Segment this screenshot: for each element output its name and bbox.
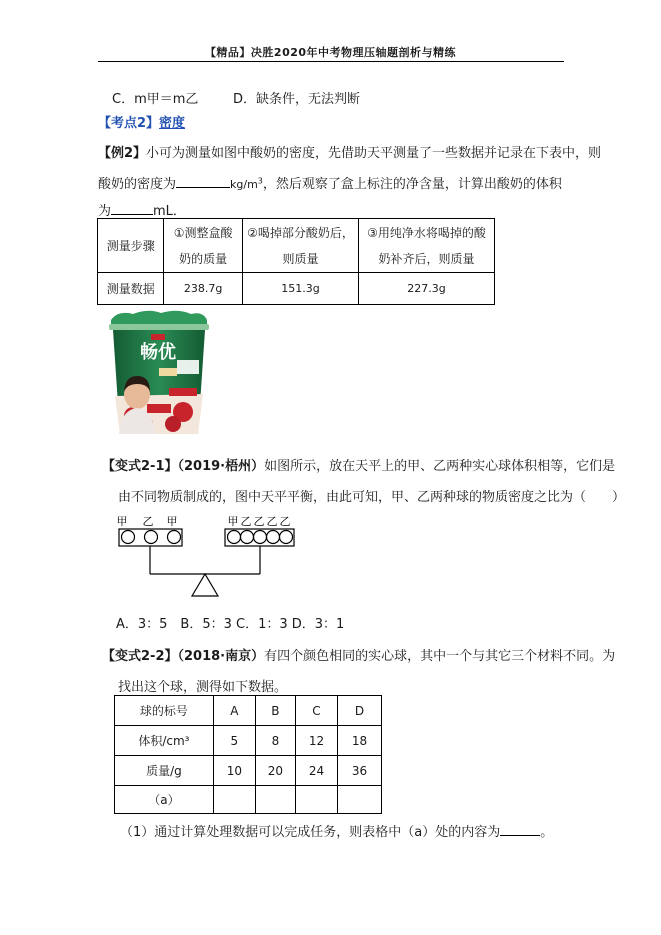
right-ball-3 <box>254 531 267 544</box>
balance-diagram <box>115 510 305 600</box>
right-ball-5 <box>280 531 293 544</box>
variant-2-1-label: 【变式2-1】 <box>102 459 178 474</box>
table1-row-label: 测量数据 <box>98 273 164 305</box>
table2-cell-empty[interactable] <box>213 786 255 814</box>
variant-2-2-label: 【变式2-2】 <box>102 649 178 664</box>
yogurt-brand-text: 畅优 <box>140 342 176 363</box>
right-label-4: 乙 <box>266 515 278 528</box>
table2-cell: 10 <box>213 756 255 786</box>
option-c: C．m甲＝m乙 <box>112 92 199 107</box>
section-label: 【考点2】 <box>98 116 160 131</box>
section-heading <box>98 112 185 131</box>
variant-2-2-source: （2018·南京） <box>177 649 265 664</box>
right-label-2: 乙 <box>240 515 252 528</box>
table2-cell: 8 <box>255 726 295 756</box>
question-1-text: （1）通过计算处理数据可以完成任务，则表格中（a）处的内容为 <box>120 825 501 840</box>
table2-header-c: C <box>295 696 337 726</box>
variant-2-1-source: （2019·梧州） <box>177 459 265 474</box>
variant-2-2-line-1 <box>102 645 615 664</box>
yogurt-cup-image <box>103 308 213 443</box>
left-label-3: 甲 <box>166 515 178 528</box>
table2-cell-empty[interactable] <box>295 786 337 814</box>
table1-header-1: ①测整盒酸 奶的质量 <box>164 219 243 273</box>
left-label-1: 甲 <box>116 515 128 528</box>
page-header: 【精品】决胜2020年中考物理压轴题剖析与精练 <box>204 46 457 59</box>
table2-header-a: A <box>213 696 255 726</box>
table2-header-label: 球的标号 <box>115 696 214 726</box>
left-ball-1 <box>122 531 135 544</box>
density-unit: $kg/m^3$ <box>230 176 263 191</box>
ball-data-table <box>114 695 382 814</box>
variant-2-2-line-2: 找出这个球，测得如下数据。 <box>118 680 288 695</box>
table2-cell: 36 <box>337 756 381 786</box>
variant-2-1-line-2: 由不同物质制成的，图中天平平衡，由此可知，甲、乙两种球的物质密度之比为（ ） <box>118 490 626 505</box>
answer-blank-a[interactable] <box>500 823 540 836</box>
table1-header-0: 测量步骤 <box>98 219 164 273</box>
right-label-3: 乙 <box>253 515 265 528</box>
example-2-text-2-post: ，然后观察了盒上标注的净含量，计算出酸奶的体积 <box>262 177 562 192</box>
table2-header-b: B <box>255 696 295 726</box>
header-rule <box>98 61 564 62</box>
example-2-text-2-pre: 酸奶的密度为 <box>98 177 177 192</box>
right-label-5: 乙 <box>279 515 291 528</box>
variant-2-1-line-1 <box>102 455 615 474</box>
example-2-line-2 <box>98 173 562 192</box>
right-label-1: 甲 <box>227 515 239 528</box>
right-ball-1 <box>228 531 241 544</box>
table2-cell: 12 <box>295 726 337 756</box>
table2-cell-empty[interactable] <box>337 786 381 814</box>
example-2-text-3-pre: 为 <box>98 204 112 219</box>
example-2-line-3 <box>98 200 186 219</box>
table1-value-2: 151.3g <box>242 273 358 305</box>
answer-blank-density[interactable] <box>176 175 230 188</box>
table2-row-volume-label: 体积/cm³ <box>115 726 214 756</box>
left-ball-3 <box>168 531 181 544</box>
question-1 <box>120 821 553 840</box>
table2-cell: 18 <box>337 726 381 756</box>
variant-2-2-text-1: 有四个颜色相同的实心球，其中一个与其它三个材料不同。为 <box>264 649 616 664</box>
table2-cell: 20 <box>255 756 295 786</box>
example-2-text-1: 小可为测量如图中酸奶的密度，先借助天平测量了一些数据并记录在下表中，则 <box>146 146 602 161</box>
right-ball-2 <box>241 531 254 544</box>
example-2-text-3-post: mL． <box>153 204 186 219</box>
option-d: D．缺条件，无法判断 <box>233 92 361 107</box>
table1-value-3: 227.3g <box>359 273 495 305</box>
table2-cell: 5 <box>213 726 255 756</box>
left-label-2: 乙 <box>142 515 154 528</box>
left-ball-2 <box>145 531 158 544</box>
section-title: 密度 <box>159 116 186 131</box>
table2-cell: 24 <box>295 756 337 786</box>
table2-row-a-label: （a） <box>115 786 214 814</box>
right-ball-4 <box>267 531 280 544</box>
table2-row-mass-label: 质量/g <box>115 756 214 786</box>
question-1-end: 。 <box>540 825 554 840</box>
variant-2-1-choices: A．3：5 B．5：3 C．1：3 D．3：1 <box>116 617 345 632</box>
table2-header-d: D <box>337 696 381 726</box>
variant-2-1-text-1: 如图所示，放在天平上的甲、乙两种实心球体积相等，它们是 <box>264 459 616 474</box>
table2-cell-empty[interactable] <box>255 786 295 814</box>
example-2-line-1 <box>98 142 601 161</box>
example-2-label: 【例2】 <box>98 146 147 161</box>
measurement-table <box>97 218 495 305</box>
balance-fulcrum <box>192 574 218 596</box>
answer-blank-volume[interactable] <box>111 202 153 215</box>
table1-header-2: ②喝掉部分酸奶后， 则质量 <box>242 219 358 273</box>
table1-header-3: ③用纯净水将喝掉的酸 奶补齐后，则质量 <box>359 219 495 273</box>
table1-value-1: 238.7g <box>164 273 243 305</box>
